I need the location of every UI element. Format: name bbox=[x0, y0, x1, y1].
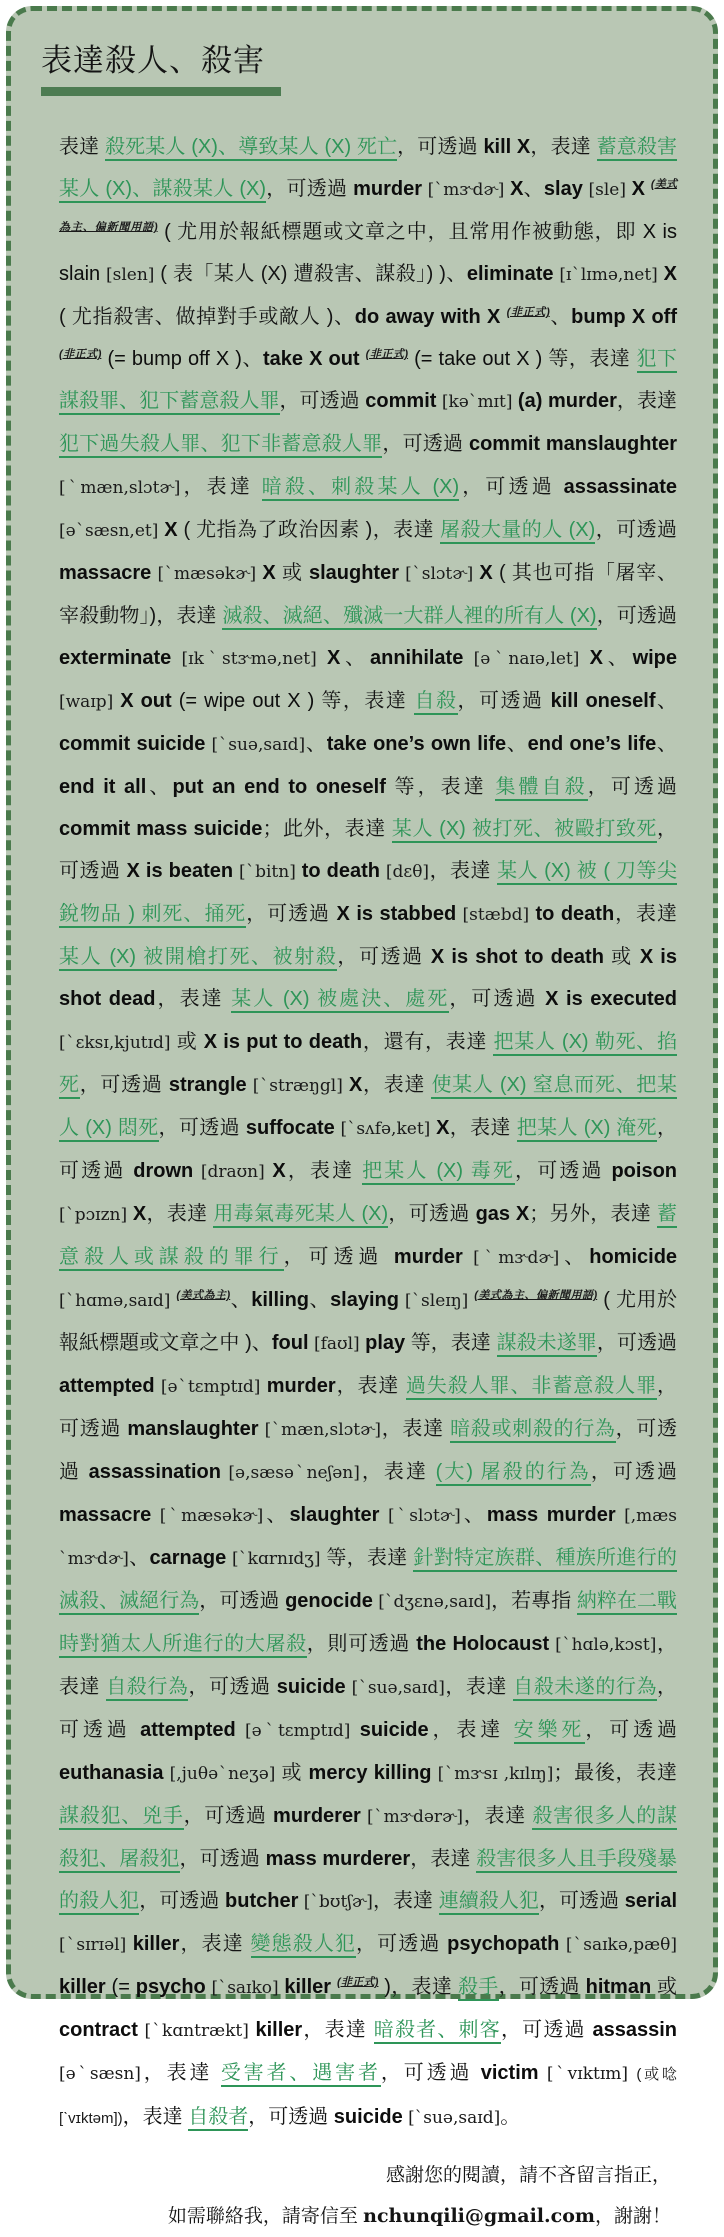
usage-label: (美式為主) bbox=[176, 1289, 231, 1302]
highlighted-term: 蓄意殺害某人 (X)、謀殺某人 (X) bbox=[59, 136, 677, 203]
text-run: ( 尤用於報紙標題或文章之中 )、 bbox=[59, 1289, 678, 1354]
phonetic-transcription: [ˋsʌfə,ket] bbox=[334, 1119, 437, 1139]
text-run: ，表達 bbox=[614, 903, 678, 925]
text-run: ，可透過 bbox=[356, 1933, 448, 1955]
english-term: bump X off bbox=[571, 306, 678, 328]
phonetic-transcription: [kəˋmɪt] bbox=[436, 392, 518, 412]
english-plain: X is slain bbox=[59, 221, 677, 285]
text-run: 、 bbox=[655, 690, 678, 712]
text-run: 、 bbox=[340, 647, 370, 669]
english-term: slaughter bbox=[289, 1504, 380, 1526]
english-term: put an end to oneself bbox=[172, 776, 386, 798]
footer-contact-line bbox=[41, 2196, 671, 2237]
text-run: ，可透過 bbox=[246, 903, 337, 925]
highlighted-term: 屠殺大量的人 (X) bbox=[440, 519, 595, 544]
text-run: ，可透過 bbox=[382, 433, 469, 455]
text-run: 、 bbox=[128, 1547, 150, 1569]
title-underline-bar bbox=[41, 87, 281, 96]
english-term: slaying bbox=[330, 1289, 399, 1311]
english-term: X out bbox=[120, 690, 172, 712]
english-term: carnage bbox=[149, 1547, 227, 1569]
highlighted-term: 殺死某人 (X)、導致某人 (X) 死亡 bbox=[105, 136, 397, 161]
phonetic-transcription: [ˋmæsəkɚ] bbox=[151, 1506, 264, 1526]
english-term: foul bbox=[271, 1332, 309, 1354]
text-run: 或 bbox=[176, 1031, 204, 1053]
usage-label: (非正式) bbox=[365, 348, 409, 361]
english-term: commit mass suicide bbox=[59, 818, 263, 840]
body-paragraph bbox=[59, 126, 677, 2140]
english-term: attempted bbox=[140, 1719, 236, 1741]
highlighted-term: 某人 (X) 被處決、處死 bbox=[231, 988, 449, 1013]
text-run: ，表達 bbox=[59, 1633, 678, 1698]
english-term: murder bbox=[393, 1246, 463, 1268]
phonetic-transcription: [ˋkɑrnɪdʒ] bbox=[226, 1549, 321, 1569]
english-term: X bbox=[164, 519, 178, 541]
phonetic-transcription: [ˋmɝdərɚ] bbox=[360, 1807, 463, 1827]
text-run: ，表達 bbox=[179, 1933, 251, 1955]
text-run: ，表達 bbox=[362, 1074, 432, 1096]
text-run: ( 尤指為了政治因素 )，表達 bbox=[177, 519, 441, 541]
text-run: ，若專指 bbox=[491, 1590, 577, 1612]
phonetic-transcription: [ˋdʒɛnə,saɪd] bbox=[372, 1592, 492, 1612]
highlighted-term: 殺手 bbox=[458, 1976, 499, 2001]
text-run: 等，表達 bbox=[314, 690, 415, 712]
text-run: ，可透過 bbox=[183, 1805, 274, 1827]
highlighted-term: 把某人 (X) 淹死 bbox=[517, 1117, 657, 1142]
text-run: 。 bbox=[500, 2106, 521, 2128]
text-run: 、 bbox=[559, 1246, 590, 1268]
english-term: X is executed bbox=[545, 988, 678, 1010]
phonetic-transcription: [ˋmæn,slɔtɚ] bbox=[59, 478, 181, 498]
text-run: ，表達 bbox=[180, 476, 262, 498]
english-term: the Holocaust bbox=[416, 1633, 550, 1655]
english-term: X bbox=[510, 178, 524, 200]
phonetic-transcription: [ˋstræŋgl] bbox=[246, 1076, 349, 1096]
phonetic-transcription: [ˋkɑntrækt] bbox=[137, 2021, 256, 2041]
text-run: 、 bbox=[230, 1289, 252, 1311]
english-term: X bbox=[479, 562, 493, 584]
english-term: X is shot to death bbox=[430, 946, 604, 968]
english-term: kill oneself bbox=[550, 690, 656, 712]
text-run: ，可透過 bbox=[596, 1332, 678, 1354]
text-run: 等，表達 bbox=[405, 1332, 497, 1354]
english-term: murder bbox=[353, 178, 422, 200]
text-run: ，可透過 bbox=[449, 988, 546, 1010]
text-run: ，可透過 bbox=[79, 1074, 169, 1096]
phonetic-transcription: [ˋsuə,saɪd] bbox=[205, 735, 306, 755]
english-term: euthanasia bbox=[59, 1762, 164, 1784]
english-term: X is shot dead bbox=[59, 946, 677, 1010]
text-run: ，可透過 bbox=[397, 136, 484, 158]
phonetic-transcription: [dɛθ] bbox=[379, 862, 430, 882]
text-run: ；另外，表達 bbox=[529, 1203, 658, 1225]
text-run: ，可透過 bbox=[515, 1160, 612, 1182]
english-term: homicide bbox=[589, 1246, 678, 1268]
text-run: ，可透過 bbox=[457, 690, 551, 712]
english-term: X bbox=[262, 562, 276, 584]
phonetic-transcription: [ˋhɑmə,saɪd] bbox=[59, 1291, 177, 1311]
english-term: suicide bbox=[359, 1719, 429, 1741]
footer-contact-suffix: ，謝謝！ bbox=[594, 2206, 671, 2227]
phonetic-transcription: [,juθəˋneʒə] bbox=[163, 1764, 282, 1784]
highlighted-term: 某人 (X) 被打死、被毆打致死 bbox=[392, 818, 657, 843]
text-run: ( 尤用於報紙標題或文章之中，且常用作被動態，即 bbox=[157, 221, 643, 243]
phonetic-transcription: [ˋsɪrɪəl] bbox=[59, 1935, 133, 1955]
phonetic-transcription: [əˋtɛmptɪd] bbox=[154, 1377, 267, 1397]
english-term: commit bbox=[365, 390, 437, 412]
text-run: ，表達 bbox=[410, 1848, 477, 1870]
phonetic-transcription: [ˋslɔtɚ] bbox=[379, 1506, 461, 1526]
english-term: X bbox=[589, 647, 603, 669]
pronunciation-note: (或唸 [ˋvɪktəm]) bbox=[59, 2066, 678, 2127]
english-term: slaughter bbox=[308, 562, 399, 584]
phonetic-transcription: [ˋsleɪŋ] bbox=[398, 1291, 475, 1311]
english-term: X bbox=[327, 647, 341, 669]
phonetic-transcription: [ˋbʊtʃɚ] bbox=[298, 1892, 373, 1912]
english-term: massacre bbox=[59, 562, 152, 584]
text-run: ，可透過 bbox=[337, 946, 431, 968]
english-term: kill X bbox=[483, 136, 531, 158]
english-term: X is put to death bbox=[203, 1031, 363, 1053]
highlighted-term: 變態殺人犯 bbox=[251, 1933, 357, 1958]
highlighted-term: 自殺行為 bbox=[106, 1676, 188, 1701]
highlighted-term: 針對特定族群、種族所進行的滅殺、滅絕行為 bbox=[59, 1547, 677, 1615]
english-term: X bbox=[631, 178, 651, 200]
text-run: ，可透過 bbox=[500, 2019, 593, 2041]
text-run: ( 尤指殺害、做掉對手或敵人 )、 bbox=[59, 306, 355, 328]
usage-label: (美式為主、偏新聞用語) bbox=[59, 178, 678, 234]
text-run: 等，表達 bbox=[385, 776, 496, 798]
english-plain: (= bbox=[105, 1976, 136, 1998]
text-run: ，表達 bbox=[335, 1375, 406, 1397]
text-run: ，則可透過 bbox=[306, 1633, 417, 1655]
phonetic-transcription: [ɪˋlɪmə,net] bbox=[553, 265, 664, 285]
english-term: slay bbox=[543, 178, 583, 200]
text-run: 、 bbox=[506, 733, 528, 755]
english-term: X bbox=[272, 1160, 286, 1182]
english-term: hitman bbox=[585, 1976, 652, 1998]
text-run: 、 bbox=[263, 1504, 290, 1526]
highlighted-term: 過失殺人罪、非蓄意殺人罪 bbox=[406, 1375, 657, 1400]
text-run: ，可透過 bbox=[538, 1890, 625, 1912]
english-term: manslaughter bbox=[127, 1418, 259, 1440]
highlighted-term: 蓄意殺人或謀殺的罪行 bbox=[59, 1203, 677, 1271]
text-run: 、 bbox=[656, 733, 678, 755]
text-run: 、 bbox=[523, 178, 544, 200]
english-term: genocide bbox=[285, 1590, 373, 1612]
highlighted-term: 自殺未遂的行為 bbox=[513, 1676, 657, 1701]
english-term: attempted bbox=[59, 1375, 155, 1397]
text-run: ，可透過 bbox=[587, 776, 677, 798]
english-term: X bbox=[348, 1074, 363, 1096]
phonetic-transcription: [əˋsæsn,et] bbox=[59, 521, 165, 541]
phonetic-transcription: [ˋmæn,slɔtɚ] bbox=[258, 1420, 382, 1440]
text-run: 、 bbox=[146, 776, 173, 798]
english-term: eliminate bbox=[466, 263, 554, 285]
phonetic-transcription: [ˋɛksɪ,kjutɪd] bbox=[59, 1033, 177, 1053]
english-term: (a) murder bbox=[517, 390, 617, 412]
english-term: exterminate bbox=[59, 647, 172, 669]
english-term: killer bbox=[132, 1933, 180, 1955]
text-run: ，表達 bbox=[616, 390, 678, 412]
highlighted-term: 用毒氣毒死某人 (X) bbox=[213, 1203, 388, 1228]
english-term: commit suicide bbox=[59, 733, 206, 755]
text-run: 、 bbox=[241, 348, 263, 370]
highlighted-term: 謀殺犯、兇手 bbox=[59, 1805, 184, 1830]
english-plain: ) bbox=[378, 1976, 391, 1998]
text-run: ( 表「某人 (X) 遭殺害、謀殺」) )、 bbox=[160, 263, 467, 285]
text-run: ，可透過 bbox=[59, 818, 677, 882]
english-term: killer bbox=[59, 1976, 106, 1998]
footer-contact-prefix: 如需聯絡我，請寄信至 bbox=[167, 2206, 364, 2227]
highlighted-term: 安樂死 bbox=[514, 1719, 586, 1744]
usage-label: (非正式) bbox=[506, 306, 550, 319]
english-term: wipe bbox=[632, 647, 678, 669]
highlighted-term: 某人 (X) 被開槍打死、被射殺 bbox=[59, 946, 337, 971]
phonetic-transcription: [ˋmɝdɚ] bbox=[462, 1248, 560, 1268]
text-run: 、 bbox=[602, 647, 633, 669]
phonetic-transcription: [ˋsuə,saɪd] bbox=[402, 2108, 501, 2128]
phonetic-transcription: [əˋnaɪə,let] bbox=[463, 649, 590, 669]
english-term: to death bbox=[535, 903, 615, 925]
english-term: killing bbox=[251, 1289, 310, 1311]
text-run: ，表達 bbox=[381, 1418, 451, 1440]
english-term: X bbox=[132, 1203, 147, 1225]
phonetic-transcription: [ˋsaɪko] bbox=[205, 1978, 285, 1998]
phonetic-transcription: [ə,sæsəˋneʃən] bbox=[220, 1463, 360, 1483]
usage-label: (非正式) bbox=[336, 1976, 379, 1989]
english-term: suicide bbox=[333, 2106, 403, 2128]
text-run: ；此外，表達 bbox=[262, 818, 392, 840]
highlighted-term: 暗殺或刺殺的行為 bbox=[450, 1418, 616, 1443]
highlighted-term: 把某人 (X) 毒死 bbox=[362, 1160, 515, 1185]
phonetic-transcription: [ɪkˋstɝmə,net] bbox=[171, 649, 327, 669]
text-run: ，表達 bbox=[428, 1719, 514, 1741]
highlighted-term: 滅殺、滅絕、殲滅一大群人裡的所有人 (X) bbox=[222, 605, 596, 630]
highlighted-term: 犯下謀殺罪、犯下蓄意殺人罪 bbox=[59, 348, 677, 415]
text-run: 或 bbox=[275, 562, 309, 584]
contact-email[interactable]: nchunqili@gmail.com bbox=[363, 2205, 595, 2227]
usage-label: (美式為主、偏新聞用語) bbox=[474, 1289, 598, 1302]
highlighted-term: 某人 (X) 被 ( 刀等尖銳物品 ) 刺死、捅死 bbox=[59, 860, 677, 928]
text-run: ，可透過 bbox=[388, 1203, 476, 1225]
english-term: to death bbox=[301, 860, 380, 882]
text-run: ，可透過 bbox=[279, 390, 366, 412]
english-term: suicide bbox=[276, 1676, 346, 1698]
phonetic-transcription: [faʊl] bbox=[308, 1334, 366, 1354]
phonetic-transcription: [slen] bbox=[100, 265, 161, 285]
english-term: X bbox=[663, 263, 678, 285]
highlighted-term: 謀殺未遂罪 bbox=[497, 1332, 597, 1357]
text-run: ，表達 bbox=[390, 1976, 458, 1998]
text-run: 表達 bbox=[59, 136, 105, 158]
english-term: victim bbox=[480, 2062, 539, 2084]
english-term: poison bbox=[611, 1160, 678, 1182]
phonetic-transcription: [ˋmæsəkɚ] bbox=[151, 564, 263, 584]
text-run: ，表達 bbox=[155, 988, 232, 1010]
text-run: 等，表達 bbox=[542, 348, 637, 370]
english-term: assassinate bbox=[563, 476, 677, 498]
english-term: mass murderer bbox=[265, 1848, 411, 1870]
article-card bbox=[6, 6, 718, 2227]
english-term: do away with X bbox=[354, 306, 507, 328]
text-run: ，表達 bbox=[285, 1160, 363, 1182]
phonetic-transcription: [ˋbitn] bbox=[233, 862, 302, 882]
english-term: drown bbox=[133, 1160, 194, 1182]
phonetic-transcription: [əˋtɛmptɪd] bbox=[235, 1721, 360, 1741]
text-run: ，表達 bbox=[302, 2019, 374, 2041]
highlighted-term: 犯下過失殺人罪、犯下非蓄意殺人罪 bbox=[59, 433, 382, 458]
text-run: ，表達 bbox=[530, 136, 597, 158]
text-run: ，表達 bbox=[449, 1117, 517, 1139]
phonetic-transcription: [əˋsæsn] bbox=[59, 2064, 141, 2084]
text-run: ，可透過 bbox=[498, 1976, 586, 1998]
text-run: ，可透過 bbox=[188, 1676, 277, 1698]
text-run: ，可透過 bbox=[459, 476, 564, 498]
text-run: ，可透過 bbox=[158, 1117, 246, 1139]
english-plain: (= bump off X ) bbox=[101, 348, 242, 370]
phonetic-transcription: [ˋmɝdɚ] bbox=[421, 180, 511, 200]
highlighted-term: 自殺 bbox=[414, 690, 457, 715]
english-term: play bbox=[365, 1332, 406, 1354]
english-term: end it all bbox=[59, 776, 147, 798]
footer-thanks-line: 感謝您的閱讀，請不吝留言指正， bbox=[385, 2165, 671, 2186]
text-run: ，表達 bbox=[462, 1805, 533, 1827]
text-run: ，可透過 bbox=[179, 1848, 266, 1870]
phonetic-transcription: [stæbd] bbox=[456, 905, 536, 925]
highlighted-term: 連續殺人犯 bbox=[439, 1890, 539, 1915]
english-term: contract bbox=[59, 2019, 138, 2041]
english-term: suffocate bbox=[245, 1117, 335, 1139]
highlighted-term: 使某人 (X) 窒息而死、把某人 (X) 悶死 bbox=[59, 1074, 677, 1142]
english-term: take X out bbox=[263, 348, 366, 370]
phonetic-transcription: [ˋhɑlə,kɔst] bbox=[549, 1635, 657, 1655]
english-term: assassination bbox=[88, 1461, 221, 1483]
english-term: annihilate bbox=[369, 647, 464, 669]
text-run: ，可透過 bbox=[59, 1418, 677, 1483]
text-run: ，表達 bbox=[444, 1676, 514, 1698]
english-term: massacre bbox=[59, 1504, 152, 1526]
phonetic-transcription: [ˋsaɪkə,pæθ] bbox=[559, 1935, 678, 1955]
english-term: psycho bbox=[135, 1976, 206, 1998]
english-term: commit manslaughter bbox=[468, 433, 678, 455]
english-term: mass murder bbox=[486, 1504, 616, 1526]
english-term: butcher bbox=[225, 1890, 299, 1912]
text-run: 、 bbox=[309, 1289, 331, 1311]
english-term: mercy killing bbox=[308, 1762, 432, 1784]
english-term: psychopath bbox=[447, 1933, 560, 1955]
footer bbox=[41, 2156, 679, 2237]
english-term: murder bbox=[266, 1375, 336, 1397]
text-run: 或 bbox=[281, 1762, 309, 1784]
english-term: murderer bbox=[273, 1805, 361, 1827]
text-run: ，表達 bbox=[140, 2062, 221, 2084]
phonetic-transcription: [ˋvɪktɪm] bbox=[538, 2064, 637, 2084]
english-plain: (= take out X ) bbox=[408, 348, 543, 370]
phonetic-transcription: [ˋmɝsɪ ,kɪlɪŋ] bbox=[431, 1764, 554, 1784]
english-term: take one’s own life bbox=[326, 733, 507, 755]
english-term: serial bbox=[624, 1890, 678, 1912]
text-run: ，可透過 bbox=[585, 1719, 678, 1741]
highlighted-term: (大) 屠殺的行為 bbox=[436, 1461, 591, 1486]
highlighted-term: 把某人 (X) 勒死、掐死 bbox=[59, 1031, 677, 1099]
highlighted-term: 納粹在二戰時對猶太人所進行的大屠殺 bbox=[59, 1590, 677, 1658]
english-term: gas X bbox=[475, 1203, 530, 1225]
english-term: end one’s life bbox=[527, 733, 657, 755]
phonetic-transcription: [sle] bbox=[582, 180, 632, 200]
highlighted-term: 殺害很多人且手段殘暴的殺人犯 bbox=[59, 1848, 677, 1915]
text-run: 、 bbox=[460, 1504, 487, 1526]
english-term: X is stabbed bbox=[336, 903, 457, 925]
text-run: ，可透過 bbox=[265, 178, 354, 200]
english-plain: (= wipe out X ) bbox=[171, 690, 315, 712]
text-run: ，可透過 bbox=[283, 1246, 394, 1268]
text-run: ，可透過 bbox=[596, 605, 678, 627]
text-run: 或 bbox=[603, 946, 640, 968]
text-run: ，可透過 bbox=[595, 519, 678, 541]
text-run: ，還有，表達 bbox=[362, 1031, 494, 1053]
text-run: ，可透過 bbox=[199, 1590, 286, 1612]
highlighted-term: 自殺者 bbox=[188, 2106, 248, 2131]
english-term: assassin bbox=[592, 2019, 678, 2041]
english-term: strangle bbox=[168, 1074, 247, 1096]
text-run: ；最後，表達 bbox=[553, 1762, 677, 1784]
text-run: ，可透過 bbox=[59, 1676, 678, 1741]
english-term: X bbox=[436, 1117, 450, 1139]
text-run: ，可透過 bbox=[248, 2106, 334, 2128]
phonetic-transcription: [,mæs ˋmɝdɚ] bbox=[59, 1506, 677, 1569]
highlighted-term: 集體自殺 bbox=[495, 776, 587, 801]
english-term: X is beaten bbox=[126, 860, 234, 882]
english-term: killer bbox=[255, 2019, 303, 2041]
phonetic-transcription: [waɪp] bbox=[59, 692, 121, 712]
text-run: ，可透過 bbox=[590, 1461, 677, 1483]
text-run: ，可透過 bbox=[380, 2062, 481, 2084]
highlighted-term: 受害者、遇害者 bbox=[221, 2062, 381, 2087]
highlighted-term: 暗殺者、刺客 bbox=[374, 2019, 501, 2044]
english-term: killer bbox=[284, 1976, 337, 1998]
phonetic-transcription: [ˋpɔɪzn] bbox=[59, 1205, 133, 1225]
text-run: 、 bbox=[305, 733, 327, 755]
text-run: ，表達 bbox=[359, 1461, 436, 1483]
text-run: 或 bbox=[651, 1976, 678, 1998]
phonetic-transcription: [draʊn] bbox=[193, 1162, 273, 1182]
usage-label: (非正式) bbox=[59, 348, 102, 361]
text-run: ，可透過 bbox=[59, 1117, 677, 1182]
text-run: ，表達 bbox=[122, 2106, 189, 2128]
text-run: ，表達 bbox=[146, 1203, 214, 1225]
text-run: ，表達 bbox=[429, 860, 498, 882]
text-run: ，可透過 bbox=[59, 1375, 677, 1440]
page-title: 表達殺人、殺害 bbox=[41, 43, 265, 78]
highlighted-term: 暗殺、刺殺某人 (X) bbox=[262, 476, 459, 501]
text-run: ，可透過 bbox=[139, 1890, 226, 1912]
highlighted-term: 殺害很多人的謀殺犯、屠殺犯 bbox=[59, 1805, 677, 1873]
phonetic-transcription: [ˋslɔtɚ] bbox=[399, 564, 480, 584]
text-run: ( 其也可指「屠宰、宰殺動物」)，表達 bbox=[59, 562, 678, 627]
phonetic-transcription: [ˋsuə,saɪd] bbox=[345, 1678, 445, 1698]
text-run: 、 bbox=[549, 306, 572, 328]
text-run: ，表達 bbox=[372, 1890, 439, 1912]
text-run: 等，表達 bbox=[320, 1547, 414, 1569]
